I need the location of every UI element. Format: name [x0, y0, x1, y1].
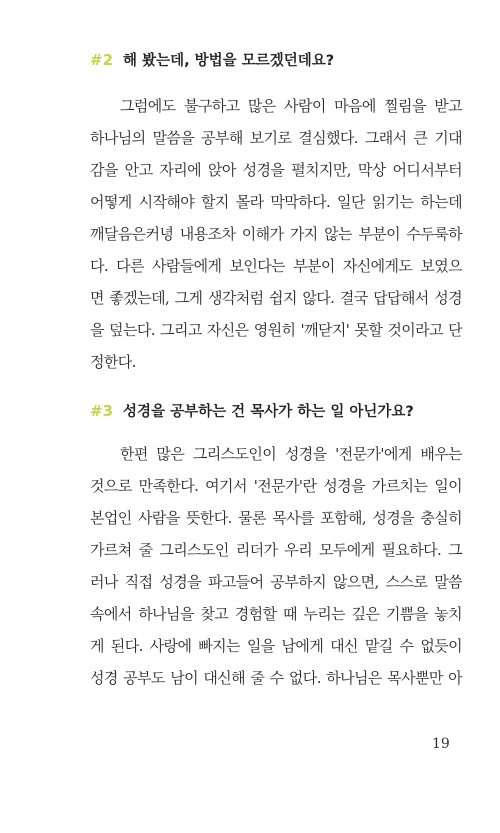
paragraph-line: 성경 공부도 남이 대신해 줄 수 없다. 하나님은 목사뿐만 아 [90, 669, 462, 687]
page-number: 19 [432, 736, 450, 752]
paragraph-line: 그럼에도 불구하고 많은 사람이 마음에 찔림을 받고 [120, 97, 462, 115]
paragraph-line: 을 덮는다. 그리고 자신은 영원히 '깨닫지' 못할 것이라고 단 [90, 321, 462, 339]
section-3-heading [90, 400, 462, 422]
paragraph-line: 깨달음은커녕 내용조차 이해가 가지 않는 부분이 수두룩하 [90, 225, 462, 243]
paragraph-line: 다. 다른 사람들에게 보인다는 부분이 자신에게도 보였으 [90, 257, 462, 275]
section-3-number: #3 [90, 402, 114, 420]
section-2-heading [90, 49, 462, 71]
paragraph-line: 본업인 사람을 뜻한다. 물론 목사를 포함해, 성경을 충실히 [90, 509, 462, 527]
paragraph-line: 하나님의 말씀을 공부해 보기로 결심했다. 그래서 큰 기대 [90, 129, 462, 147]
paragraph-line: 한편 많은 그리스도인이 성경을 '전문가'에게 배우는 [120, 445, 462, 463]
section-2-number: #2 [90, 51, 114, 69]
paragraph-line: 게 된다. 사랑에 빠지는 일을 남에게 대신 맡길 수 없듯이 [90, 637, 462, 655]
paragraph-line: 속에서 하나님을 찾고 경험할 때 누리는 깊은 기쁨을 놓치 [90, 605, 462, 623]
paragraph-line: 면 좋겠는데, 그게 생각처럼 쉽지 않다. 결국 답답해서 성경 [90, 289, 462, 307]
section-3-title: 성경을 공부하는 건 목사가 하는 일 아닌가요? [123, 404, 414, 420]
section-2-title: 해 봤는데, 방법을 모르겠던데요? [123, 53, 335, 69]
section-3 [90, 400, 462, 694]
paragraph-line: 가르쳐 줄 그리스도인 리더가 우리 모두에게 필요하다. 그 [90, 541, 462, 559]
paragraph-line: 러나 직접 성경을 파고들어 공부하지 않으면, 스스로 말씀 [90, 573, 462, 591]
section-2 [90, 49, 462, 378]
paragraph-line: 정한다. [90, 353, 136, 371]
paragraph-line: 것으로 만족한다. 여기서 '전문가'란 성경을 가르치는 일이 [90, 477, 462, 495]
paragraph-line: 감을 안고 자리에 앉아 성경을 펼치지만, 막상 어디서부터 [90, 161, 462, 179]
paragraph-line: 어떻게 시작해야 할지 몰라 막막하다. 일단 읽기는 하는데 [90, 193, 462, 211]
